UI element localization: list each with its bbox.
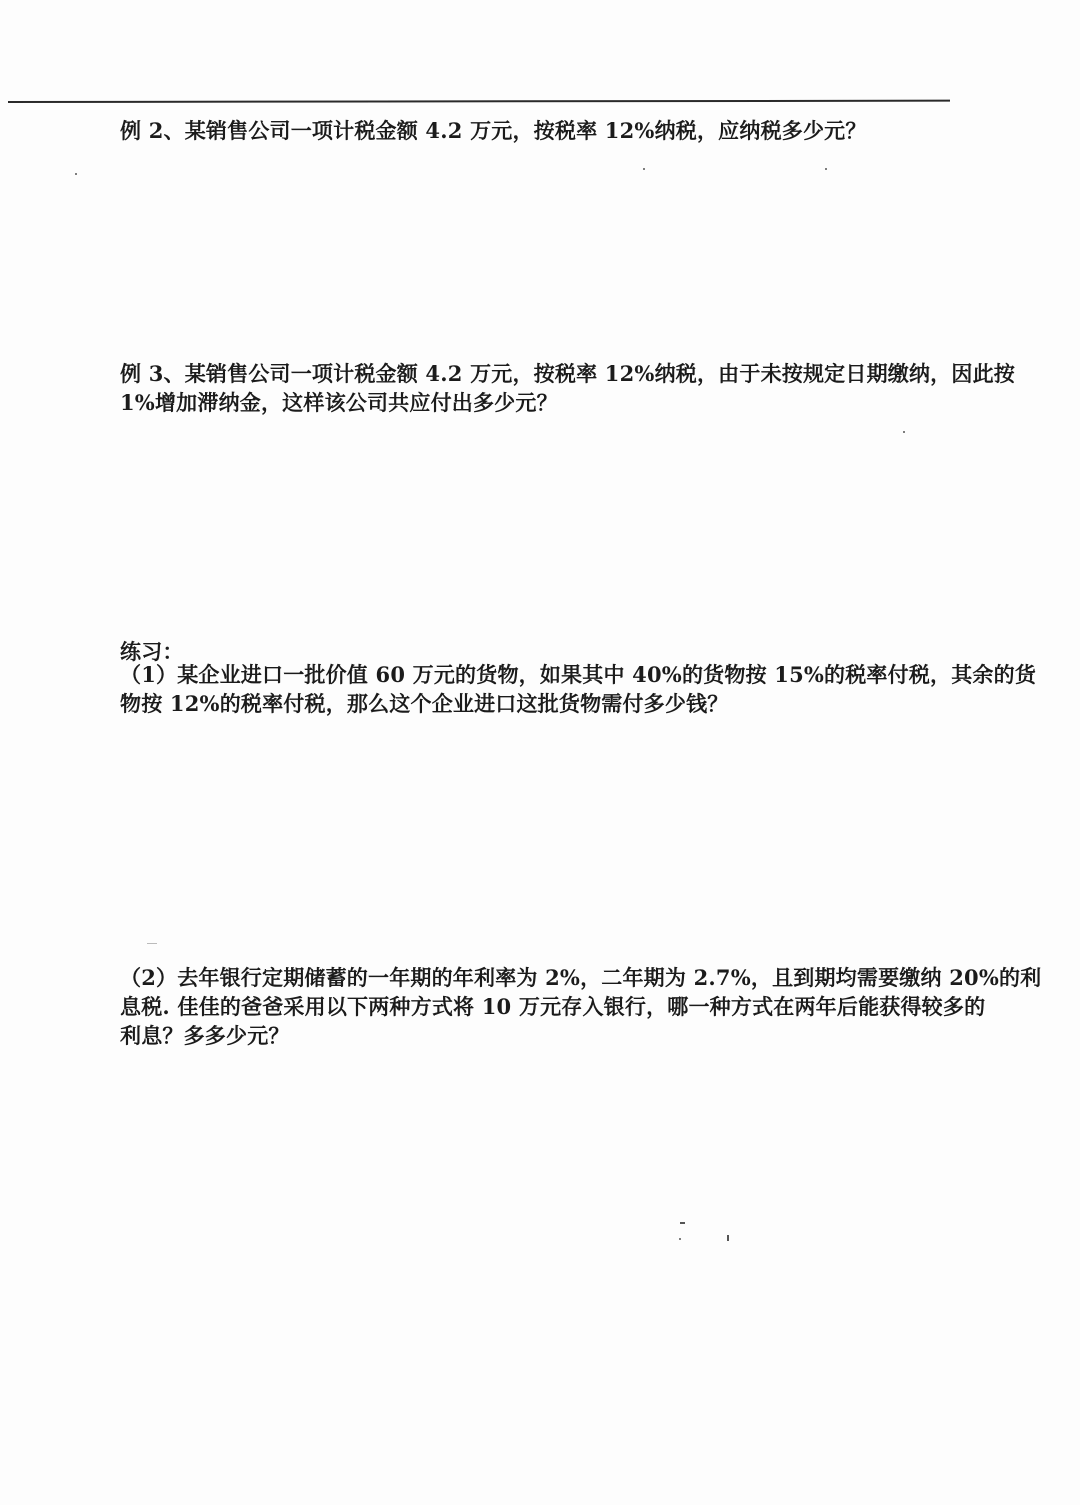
scan-speck <box>643 168 645 170</box>
example-2-text: 例 2、某销售公司一项计税金额 4.2 万元，按税率 12%纳税，应纳税多少元？ <box>120 118 867 143</box>
question-1-line-1: （1）某企业进口一批价值 60 万元的货物，如果其中 40%的货物按 15%的税率付税，其余的货 <box>120 662 1037 687</box>
example-3-line-2: 1%增加滞纳金，这样该公司共应付出多少元？ <box>120 390 558 415</box>
question-2-line-3: 利息？多多少元？ <box>120 1023 290 1048</box>
question-1-line-2: 物按 12%的税率付税，那么这个企业进口这批货物需付多少钱？ <box>120 691 729 716</box>
scan-speck <box>147 943 157 944</box>
header-rule <box>8 100 950 103</box>
example-3 <box>120 359 1015 417</box>
example-2 <box>120 116 980 145</box>
scan-speck <box>903 431 905 433</box>
example-3-line-1: 例 3、某销售公司一项计税金额 4.2 万元，按税率 12%纳税，由于未按规定日期缴纳，因此按 <box>120 361 1015 386</box>
scan-speck <box>825 168 827 170</box>
scan-speck <box>727 1235 729 1241</box>
scan-speck <box>75 173 77 175</box>
practice-question-1 <box>120 660 1037 718</box>
question-2-line-2: 息税. 佳佳的爸爸采用以下两种方式将 10 万元存入银行，哪一种方式在两年后能获得较多的 <box>120 994 986 1019</box>
practice-heading-text: 练习： <box>120 639 184 664</box>
scan-speck <box>680 1222 685 1224</box>
practice-question-2 <box>120 963 1042 1050</box>
scan-speck <box>679 1238 681 1240</box>
question-2-line-1: （2）去年银行定期储蓄的一年期的年利率为 2%，二年期为 2.7%，且到期均需要缴纳 20%的利 <box>120 965 1042 990</box>
